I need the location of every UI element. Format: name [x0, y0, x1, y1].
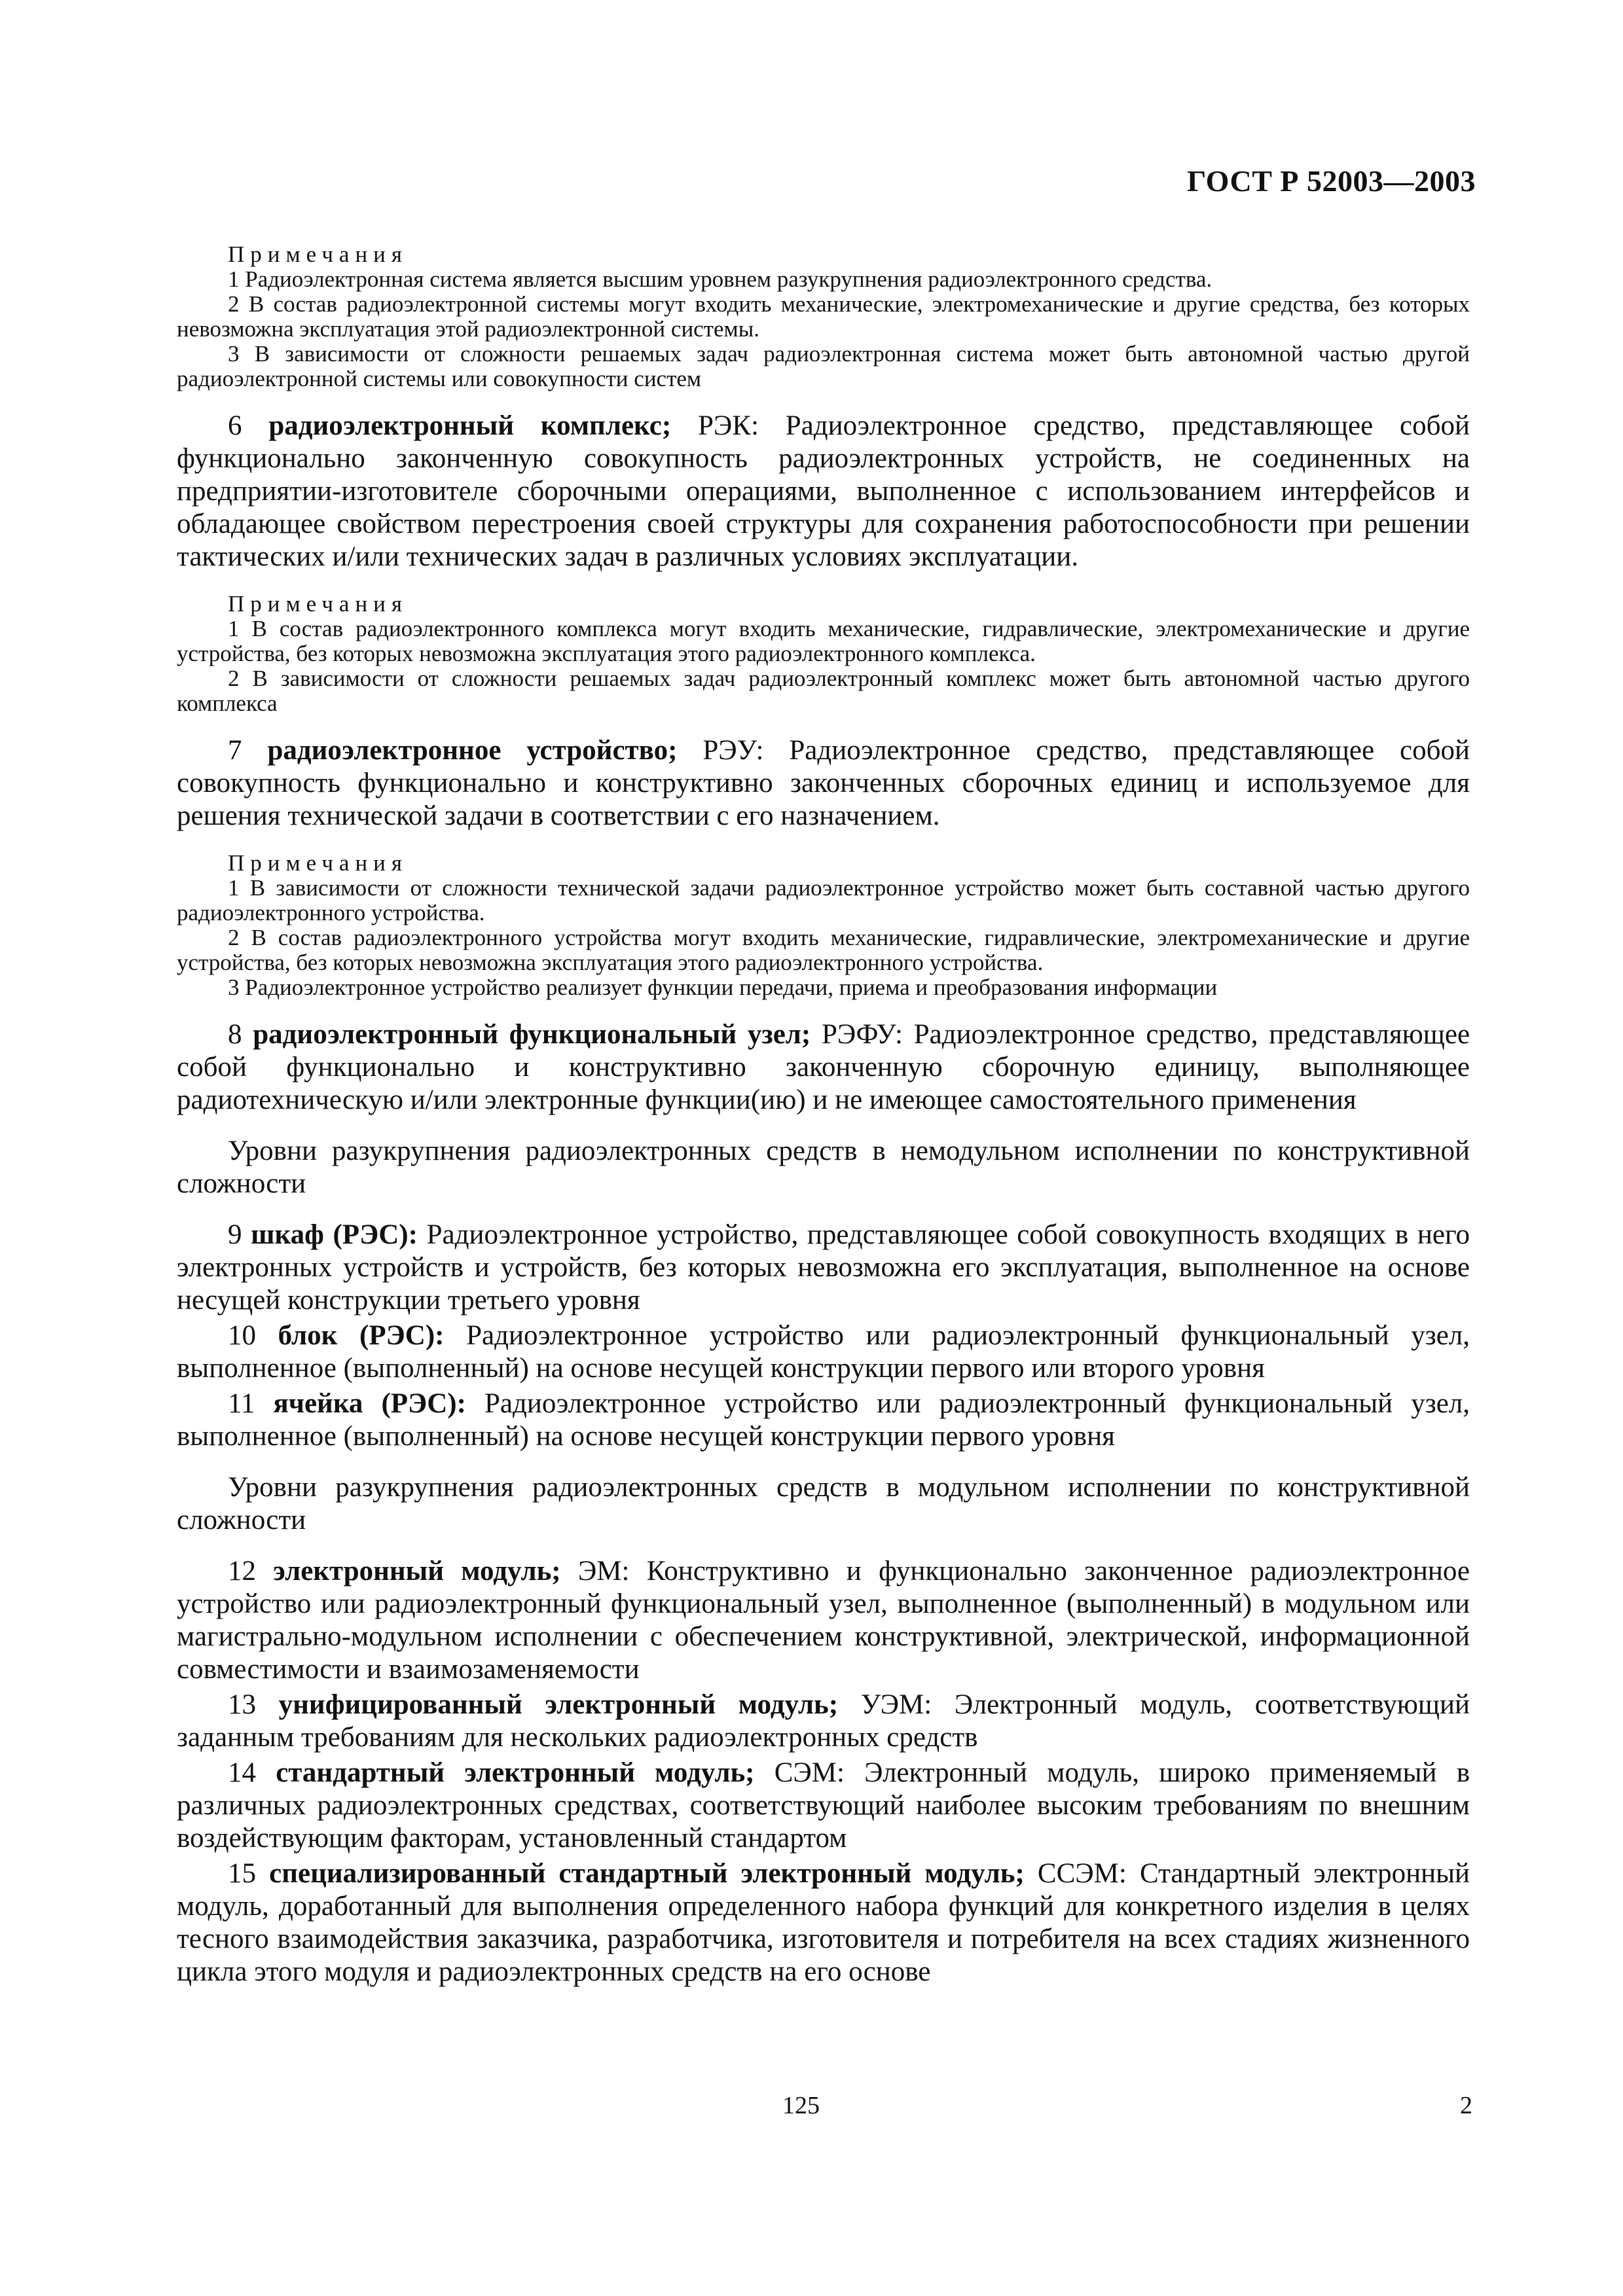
term-name: радиоэлектронное устройство; — [267, 735, 678, 766]
term-name: специализированный стандартный электронный модуль; — [269, 1858, 1025, 1889]
notes-title: Примечания — [228, 850, 409, 876]
term-definition: Радиоэлектронное устройство или радиоэлектронный функциональный узел, выполненное (выполненный) на основе несущей конструкции первого уровня — [177, 1388, 1470, 1452]
term-definition: Радиоэлектронное устройство или радиоэлектронный функциональный узел, выполненное (выполненный) на основе несущей конструкции первого или второго уровня — [177, 1320, 1470, 1384]
term-entry-15 — [177, 1857, 1470, 1988]
term-definition: РЭК: Радиоэлектронное средство, представляющее собой функционально законченную совокупность радиоэлектронных устройств, не соединенных на предприятии-изготовителе сборочными операциями, выполненное с использованием интерфейсов и обладающее свойством перестроения своей структуры для сохранения работоспособности при решении тактических и/или технических задач в различных условиях эксплуатации. — [177, 410, 1470, 572]
term-name: электронный модуль; — [273, 1556, 561, 1587]
term-number: 11 — [228, 1388, 255, 1419]
note-item: 1 В зависимости от сложности технической задачи радиоэлектронное устройство может быть составной частью другого радиоэлектронного устройства. — [177, 875, 1470, 925]
document-header: ГОСТ Р 52003—2003 — [1187, 164, 1476, 198]
term-name: блок (РЭС): — [278, 1320, 445, 1351]
term-number: 15 — [228, 1858, 256, 1889]
term-entry-8 — [177, 1018, 1470, 1117]
term-name: унифицированный электронный модуль; — [278, 1689, 839, 1720]
term-entry-14 — [177, 1757, 1470, 1855]
note-item: 3 В зависимости от сложности решаемых задач радиоэлектронная система может быть автономной частью другой радиоэлектронной системы или совокупности систем — [177, 341, 1470, 391]
term-entry-13 — [177, 1689, 1470, 1754]
term-definition: РЭФУ: Радиоэлектронное средство, представляющее собой функционально и конструктивно законченную сборочную единицу, выполняющее радиотехническую и/или электронные функции(ию) и не имеющее самостоятельного применения — [177, 1019, 1470, 1115]
document-body — [177, 242, 1470, 1991]
notes-block-system — [177, 242, 1470, 391]
note-item: 1 В состав радиоэлектронного комплекса могут входить механические, гидравлические, электромеханические и другие устройства, без которых невозможна эксплуатация этого радиоэлектронного комплекса. — [177, 616, 1470, 666]
notes-block-device — [177, 851, 1470, 1000]
notes-title: Примечания — [228, 591, 409, 617]
term-definition: УЭМ: Электронный модуль, соответствующий заданным требованиям для нескольких радиоэлектронных средств — [177, 1689, 1470, 1753]
section-heading-nonmodular: Уровни разукрупнения радиоэлектронных средств в немодульном исполнении по конструктивной сложности — [177, 1136, 1470, 1199]
term-entry-7 — [177, 734, 1470, 833]
term-entry-6 — [177, 410, 1470, 573]
term-definition: Радиоэлектронное устройство, представляющее собой совокупность входящих в него электронных устройств и устройств, без которых невозможна его эксплуатация, выполненное на основе несущей конструкции третьего уровня — [177, 1219, 1470, 1316]
page-number-center: 125 — [782, 2092, 820, 2119]
term-name: ячейка (РЭС): — [273, 1388, 466, 1419]
term-entry-12 — [177, 1555, 1470, 1686]
term-definition: СЭМ: Электронный модуль, широко применяемый в различных радиоэлектронных средствах, соответствующий наиболее высоким требованиям по внешним воздействующим факторам, установленный стандартом — [177, 1757, 1470, 1854]
term-name: радиоэлектронный комплекс; — [268, 410, 672, 441]
note-item: 2 В состав радиоэлектронного устройства могут входить механические, гидравлические, электромеханические и другие устройства, без которых невозможна эксплуатация этого радиоэлектронного устройства. — [177, 925, 1470, 975]
notes-title: Примечания — [228, 242, 409, 267]
term-name: стандартный электронный модуль; — [276, 1757, 755, 1788]
notes-block-complex — [177, 592, 1470, 716]
term-number: 13 — [228, 1689, 256, 1720]
term-definition: ЭМ: Конструктивно и функционально законченное радиоэлектронное устройство или радиоэлектронный функциональный узел, выполненное (выполненный) в модульном или магистрально-модульном исполнении с обеспечением конструктивной, электрической, информационной совместимости и взаимозаменяемости — [177, 1556, 1470, 1685]
term-name: радиоэлектронный функциональный узел; — [253, 1019, 811, 1050]
note-item: 1 Радиоэлектронная система является высшим уровнем разукрупнения радиоэлектронного средства. — [228, 266, 1213, 292]
term-entry-9 — [177, 1219, 1470, 1317]
term-number: 8 — [228, 1019, 242, 1050]
note-item: 3 Радиоэлектронное устройство реализует функции передачи, приема и преобразования информации — [228, 975, 1218, 1000]
term-number: 10 — [228, 1320, 256, 1351]
term-entry-10 — [177, 1319, 1470, 1385]
section-heading-modular: Уровни разукрупнения радиоэлектронных средств в модульном исполнении по конструктивной сложности — [177, 1472, 1470, 1535]
note-item: 2 В зависимости от сложности решаемых задач радиоэлектронный комплекс может быть автономной частью другого комплекса — [177, 666, 1470, 716]
note-item: 2 В состав радиоэлектронной системы могут входить механические, электромеханические и другие средства, без которых невозможна эксплуатация этой радиоэлектронной системы. — [177, 291, 1470, 342]
page-number-right: 2 — [1460, 2092, 1472, 2119]
term-definition: ССЭМ: Стандартный электронный модуль, доработанный для выполнения определенного набора функций для конкретного изделия в целях тесного взаимодействия заказчика, разработчика, изготовителя и потребителя на всех стадиях жизненного цикла этого модуля и радиоэлектронных средств на его основе — [177, 1858, 1470, 1987]
term-definition: РЭУ: Радиоэлектронное средство, представляющее собой совокупность функционально и конструктивно законченных сборочных единиц и используемое для решения технической задачи в соответствии с его назначением. — [177, 735, 1470, 831]
term-number: 12 — [228, 1556, 256, 1587]
term-number: 6 — [228, 410, 242, 441]
term-entry-11 — [177, 1388, 1470, 1453]
term-name: шкаф (РЭС): — [251, 1219, 418, 1250]
term-number: 14 — [228, 1757, 256, 1788]
term-number: 7 — [228, 735, 242, 766]
term-number: 9 — [228, 1219, 242, 1250]
